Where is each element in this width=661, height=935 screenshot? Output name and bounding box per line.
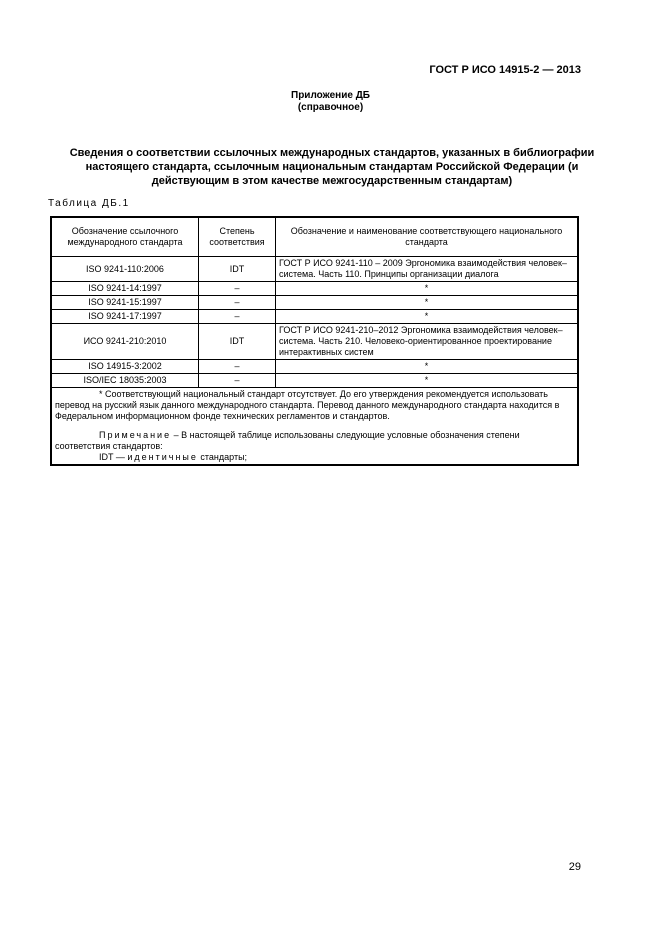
page-number: 29 [568, 861, 581, 873]
cell-national: * [276, 360, 579, 374]
cell-national: * [276, 296, 579, 310]
cell-reference: ISO/IEC 18035:2003 [51, 374, 199, 388]
cell-degree: – [199, 360, 276, 374]
annex-title: Приложение ДБ [291, 90, 370, 101]
cell-reference: ISO 9241-110:2006 [51, 257, 199, 282]
cell-reference: ISO 14915-3:2002 [51, 360, 199, 374]
document-code-header: ГОСТ Р ИСО 14915-2 — 2013 [429, 64, 581, 76]
table-row [51, 282, 578, 296]
cell-degree: – [199, 374, 276, 388]
table-header-row [51, 217, 578, 257]
header-degree: Степень соответствия [199, 217, 276, 257]
table-row [51, 310, 578, 324]
note-label: Примечание [99, 430, 172, 440]
idt-abbr: IDT [99, 452, 114, 462]
standards-correspondence-table [50, 216, 579, 466]
table-row [51, 324, 578, 360]
table-row [51, 296, 578, 310]
cell-degree: IDT [199, 324, 276, 360]
note-text: – В настоящей таблице использованы следующие условные обозначения степени соответствия стандартов: [55, 430, 520, 451]
table-row [51, 257, 578, 282]
table-caption: Таблица ДБ.1 [48, 198, 130, 209]
cell-degree: – [199, 296, 276, 310]
cell-national: ГОСТ Р ИСО 9241-210–2012 Эргономика взаимодействия человек–система. Часть 210. Человеко-ориентированное проектирование интерактивных систем [276, 324, 579, 360]
idt-rest: стандарты; [197, 452, 248, 462]
idt-word: идентичные [127, 452, 198, 462]
cell-degree: IDT [199, 257, 276, 282]
cell-national: * [276, 310, 579, 324]
table-notes [51, 388, 578, 466]
cell-national: ГОСТ Р ИСО 9241-110 – 2009 Эргономика взаимодействия человек–система. Часть 110. Принципы организации диалога [276, 257, 579, 282]
cell-reference: ISO 9241-17:1997 [51, 310, 199, 324]
idt-dash: — [113, 452, 128, 462]
main-title: Сведения о соответствии ссылочных международных стандартов, указанных в библиографии настоящего стандарта, ссылочным национальным стандартам Российской Федерации (и действующим в этом качестве межгосударственным стандартам) [69, 147, 595, 187]
annex-heading [0, 90, 661, 114]
cell-degree: – [199, 282, 276, 296]
table-notes-row [51, 388, 578, 466]
table-row [51, 360, 578, 374]
footnote: * Соответствующий национальный стандарт отсутствует. До его утверждения рекомендуется использовать перевод на русский язык данного международного стандарта. Перевод данного международного стандарта находится в Федеральном информационном фонде технических регламентов и стандартов. [55, 389, 560, 421]
cell-reference: ИСО 9241-210:2010 [51, 324, 199, 360]
cell-reference: ISO 9241-14:1997 [51, 282, 199, 296]
note-paragraph [55, 430, 574, 452]
header-reference-standard: Обозначение ссылочного международного стандарта [51, 217, 199, 257]
annex-subtitle: (справочное) [297, 102, 364, 113]
idt-definition [55, 452, 574, 463]
cell-reference: ISO 9241-15:1997 [51, 296, 199, 310]
header-national-standard: Обозначение и наименование соответствующего национального стандарта [276, 217, 579, 257]
cell-national: * [276, 282, 579, 296]
cell-degree: – [199, 310, 276, 324]
cell-national: * [276, 374, 579, 388]
table-row [51, 374, 578, 388]
